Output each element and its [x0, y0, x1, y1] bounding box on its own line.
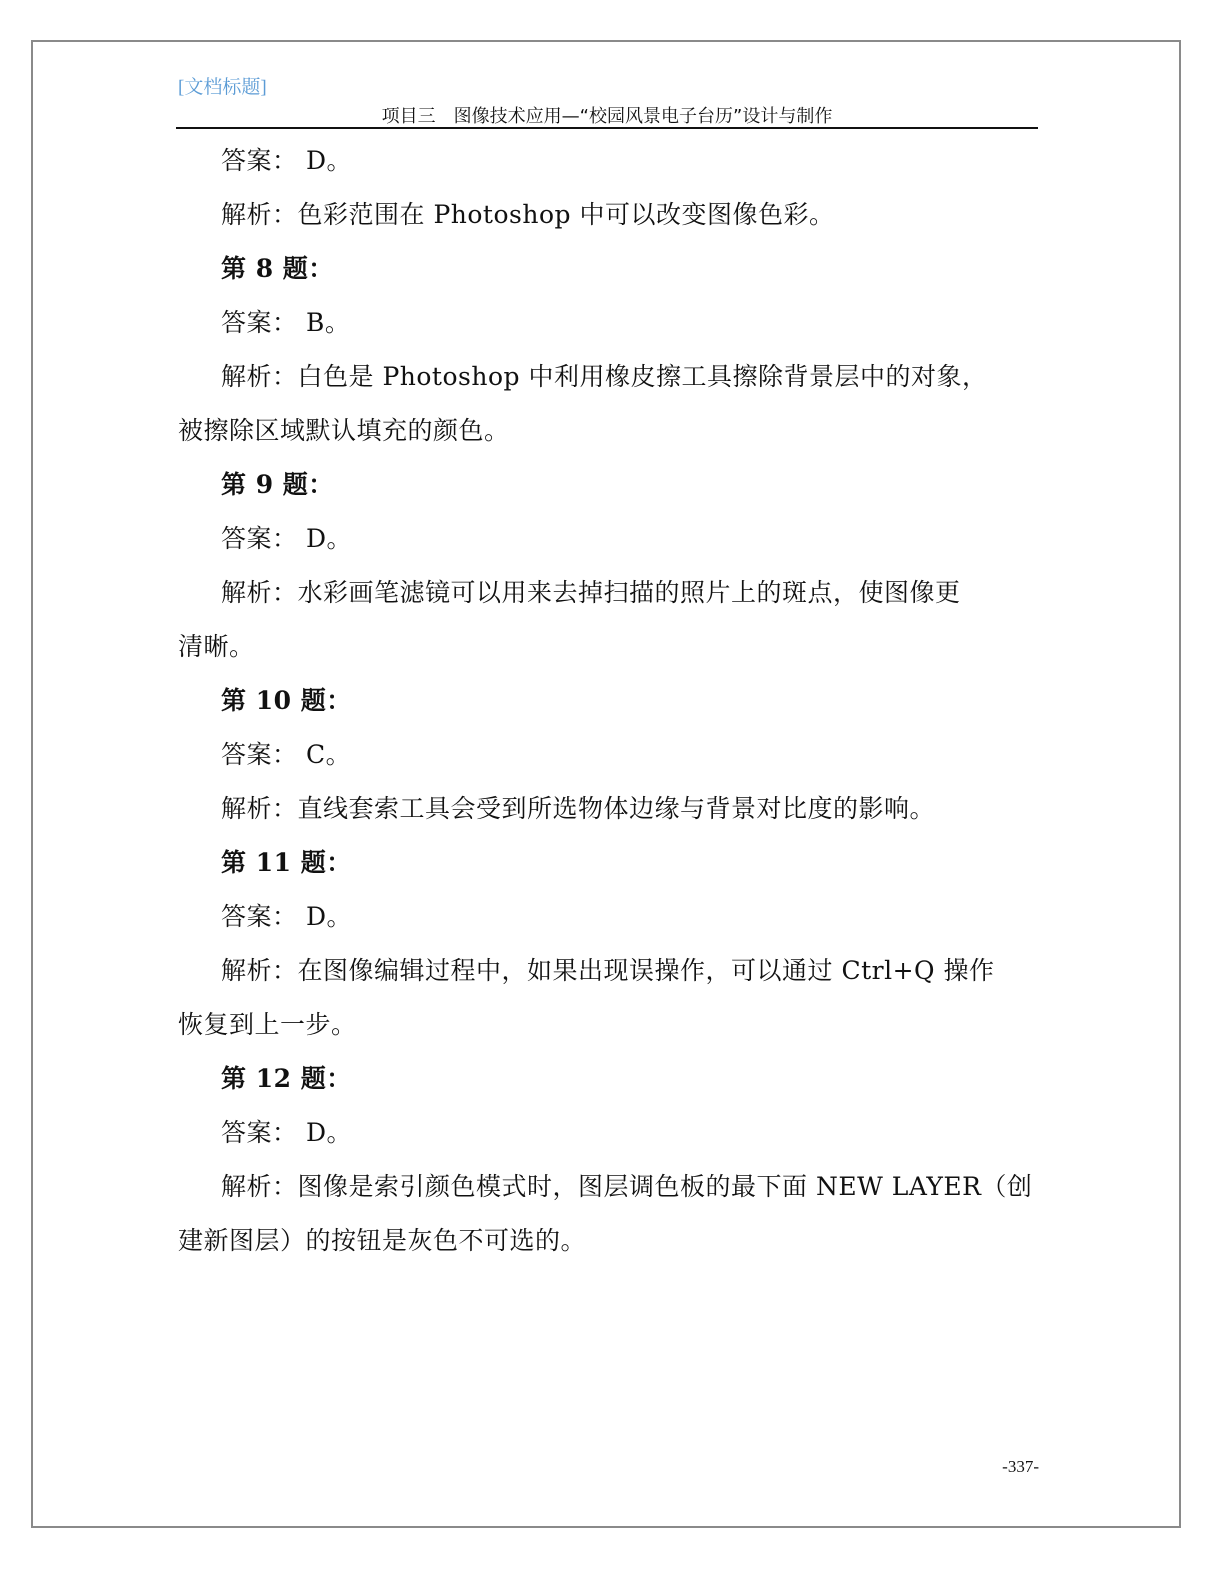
question-heading-12: 第 12 题：: [221, 1064, 352, 1093]
running-header: 项目三 图像技术应用—“校园风景电子台历”设计与制作: [381, 106, 833, 127]
explanation-line: 解析：色彩范围在 Photoshop 中可以改变图像色彩。: [221, 200, 835, 229]
question-heading-8: 第 8 题：: [221, 254, 334, 283]
page-content: [178, 134, 1038, 1268]
page-number: -337-: [1002, 1457, 1039, 1476]
question-heading-10: 第 10 题：: [221, 686, 352, 715]
explanation-line: 解析：直线套索工具会受到所选物体边缘与背景对比度的影响。: [221, 794, 936, 823]
explanation-continuation: 清晰。: [178, 632, 255, 661]
answer-line: 答案： D。: [221, 524, 352, 553]
answer-line: 答案： D。: [221, 902, 352, 931]
document-title-placeholder[interactable]: [文档标题]: [178, 77, 267, 98]
answer-line: 答案： D。: [221, 1118, 352, 1147]
question-heading-9: 第 9 题：: [221, 470, 334, 499]
answer-line: 答案： D。: [221, 146, 352, 175]
question-heading-11: 第 11 题：: [221, 848, 352, 877]
answer-line: 答案： B。: [221, 308, 351, 337]
header-rule: [176, 127, 1038, 129]
explanation-line: 解析：水彩画笔滤镜可以用来去掉扫描的照片上的斑点，使图像更: [221, 578, 961, 607]
explanation-continuation: 被擦除区域默认填充的颜色。: [178, 416, 510, 445]
explanation-line: 解析：白色是 Photoshop 中利用橡皮擦工具擦除背景层中的对象，: [221, 362, 988, 391]
explanation-line: 解析：在图像编辑过程中，如果出现误操作，可以通过 Ctrl+Q 操作: [221, 956, 995, 985]
explanation-continuation: 建新图层）的按钮是灰色不可选的。: [178, 1226, 587, 1255]
explanation-line: 解析：图像是索引颜色模式时，图层调色板的最下面 NEW LAYER（创: [221, 1172, 1033, 1201]
answer-line: 答案： C。: [221, 740, 352, 769]
explanation-continuation: 恢复到上一步。: [178, 1010, 357, 1039]
